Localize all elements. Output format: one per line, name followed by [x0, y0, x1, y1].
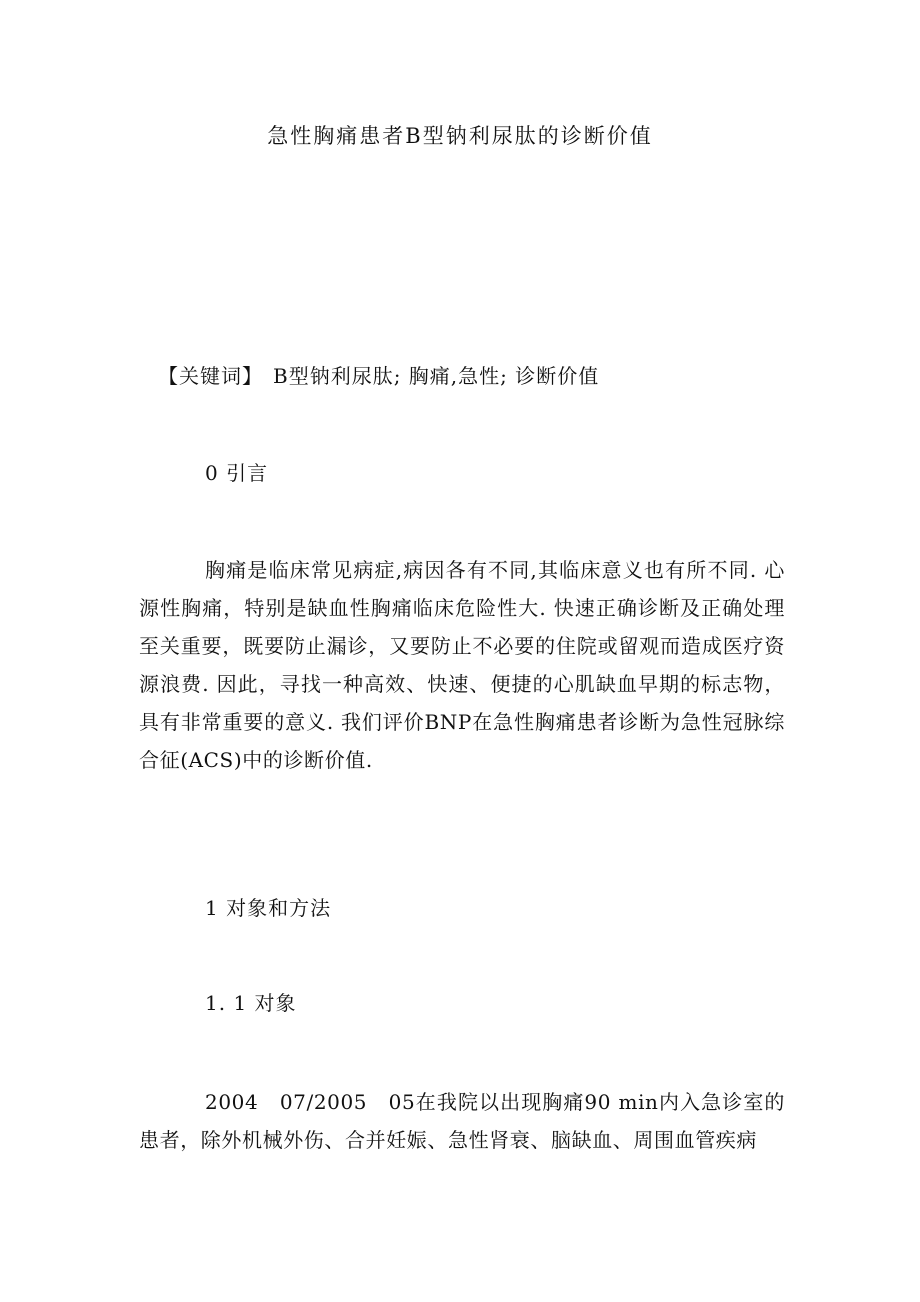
paragraph-introduction: 胸痛是临床常见病症,病因各有不同,其临床意义也有所不同. 心源性胸痛，特别是缺血性胸痛临床危险性大. 快速正确诊断及正确处理至关重要，既要防止漏诊，又要防止不必要的住院或留观而造成医疗资源浪费. 因此，寻找一种高效、快速、便捷的心肌缺血早期的标志物，具有非常重要的意义. 我们评价BNP在急性胸痛患者诊断为急性冠脉综合征(ACS)中的诊断价值. — [139, 558, 785, 772]
section-heading-introduction: 0 引言 — [205, 461, 269, 485]
keywords-label: 【关键词】 — [158, 364, 263, 388]
section-heading-methods: 1 对象和方法 — [205, 896, 332, 920]
subsection-heading-objects: 1. 1 对象 — [205, 991, 297, 1015]
keywords-text: B型钠利尿肽; 胸痛,急性; 诊断价值 — [273, 364, 600, 388]
paragraph-objects: 2004 07/2005 05在我院以出现胸痛90 min内入急诊室的患者，除外机械外伤、合并妊娠、急性肾衰、脑缺血、周围血管疾病 — [139, 1090, 785, 1152]
document-title: 急性胸痛患者B型钠利尿肽的诊断价值 — [267, 124, 653, 148]
keywords-line — [158, 358, 599, 394]
